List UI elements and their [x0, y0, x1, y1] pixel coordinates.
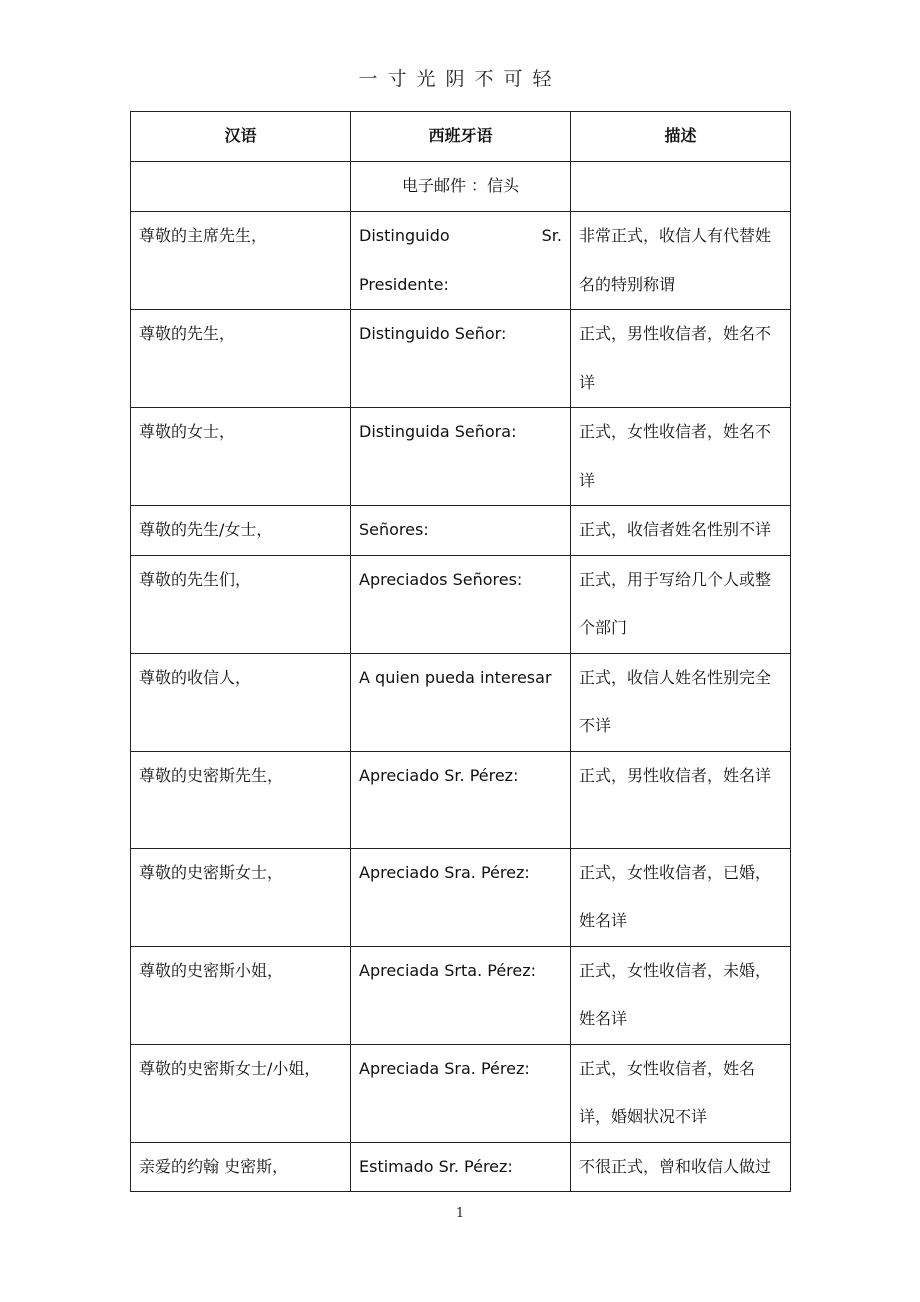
cell-chinese: 尊敬的史密斯先生，	[131, 751, 351, 848]
section-title: 电子邮件 ：信头	[351, 162, 571, 212]
cell-spanish: Apreciado Sra. Pérez:	[351, 848, 571, 946]
cell-description: 正式，男性收信者，姓名不详	[571, 310, 791, 408]
cell-spanish: Estimado Sr. Pérez:	[351, 1142, 571, 1192]
cell-description: 正式，男性收信者，姓名详	[571, 751, 791, 848]
table-row	[131, 946, 791, 1044]
cell-description: 正式，用于写给几个人或整个部门	[571, 555, 791, 653]
page-number: 1	[455, 1206, 465, 1221]
cell-spanish: Distinguido Señor:	[351, 310, 571, 408]
cell-description: 正式，女性收信者，未婚，姓名详	[571, 946, 791, 1044]
cell-spanish: Apreciado Sr. Pérez:	[351, 751, 571, 848]
cell-chinese: 亲爱的约翰 史密斯，	[131, 1142, 351, 1192]
table-row	[131, 1044, 791, 1142]
column-header-spanish: 西班牙语	[351, 112, 571, 162]
cell-chinese: 尊敬的史密斯女士/小姐，	[131, 1044, 351, 1142]
cell-spanish	[351, 212, 571, 310]
spanish-line	[359, 212, 562, 261]
table-row	[131, 848, 791, 946]
cell-chinese: 尊敬的史密斯女士，	[131, 848, 351, 946]
cell-description: 非常正式，收信人有代替姓名的特别称谓	[571, 212, 791, 310]
spanish-word: Sr.	[541, 226, 562, 245]
table-row	[131, 653, 791, 751]
section-empty-cell	[571, 162, 791, 212]
cell-spanish: Apreciados Señores:	[351, 555, 571, 653]
table-row	[131, 555, 791, 653]
cell-description: 正式，女性收信者，姓名不详	[571, 408, 791, 506]
cell-chinese: 尊敬的先生/女士，	[131, 506, 351, 556]
cell-chinese: 尊敬的先生们，	[131, 555, 351, 653]
phrase-table	[130, 111, 791, 1192]
cell-chinese: 尊敬的先生，	[131, 310, 351, 408]
cell-description: 正式，女性收信者，已婚，姓名详	[571, 848, 791, 946]
column-header-description: 描述	[571, 112, 791, 162]
spanish-line: Presidente:	[359, 274, 449, 294]
table-row	[131, 1142, 791, 1192]
table-header-row	[131, 112, 791, 162]
table-row	[131, 310, 791, 408]
cell-spanish: Apreciada Sra. Pérez:	[351, 1044, 571, 1142]
cell-spanish: Distinguida Señora:	[351, 408, 571, 506]
table-row	[131, 751, 791, 848]
table-row	[131, 506, 791, 556]
column-header-chinese: 汉语	[131, 112, 351, 162]
cell-chinese: 尊敬的主席先生，	[131, 212, 351, 310]
section-empty-cell	[131, 162, 351, 212]
table-row	[131, 212, 791, 310]
cell-description: 正式，收信人姓名性别完全不详	[571, 653, 791, 751]
cell-description: 正式，女性收信者，姓名详，婚姻状况不详	[571, 1044, 791, 1142]
cell-spanish: A quien pueda interesar	[351, 653, 571, 751]
cell-description: 正式，收信者姓名性别不详	[571, 506, 791, 556]
cell-chinese: 尊敬的收信人，	[131, 653, 351, 751]
page-header: 一寸光阴不可轻	[358, 68, 562, 90]
cell-spanish: Apreciada Srta. Pérez:	[351, 946, 571, 1044]
cell-spanish: Señores:	[351, 506, 571, 556]
spanish-word: Distinguido	[359, 226, 450, 245]
table-row	[131, 408, 791, 506]
cell-description: 不很正式，曾和收信人做过	[571, 1142, 791, 1192]
cell-chinese: 尊敬的史密斯小姐，	[131, 946, 351, 1044]
section-row	[131, 162, 791, 212]
cell-chinese: 尊敬的女士，	[131, 408, 351, 506]
